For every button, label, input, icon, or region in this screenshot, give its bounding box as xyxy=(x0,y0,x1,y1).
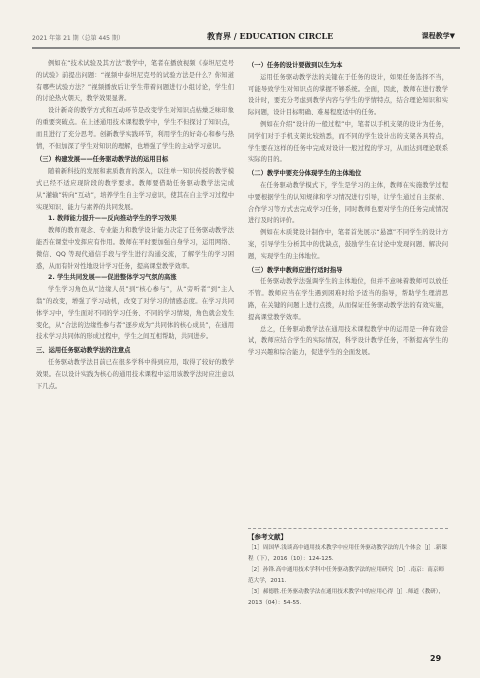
page-header xyxy=(32,28,460,46)
references xyxy=(248,528,448,609)
section-heading: 1. 教师能力提升——反向推动学生的学习效果 xyxy=(48,215,177,223)
section-label: 课程教学▼ xyxy=(421,32,455,40)
left-column xyxy=(36,58,234,392)
paragraph: 设计新奇的教学方式和互动环节是改变学生对知识点枯燥乏味印象的重要突破点。在上述通用技术课程教学中，学生不但探讨了知识点，而且进行了充分思考。创新教学实践环节，利用学生的好奇心和参与热情，不但加深了学生对知识的理解，也增强了学生的主动学习意识。 xyxy=(36,107,234,150)
journal-title: 教育界 / EDUCATION CIRCLE xyxy=(207,31,334,41)
reference-item: ［3］郝德胜.任务驱动教学法在通用技术教学中的应用心得［J］.师道（教研），2013（04）：54-55. xyxy=(248,589,445,606)
reference-item: ［1］周国华.浅谈高中通用技术教学中应用任务驱动教学法的几个体会［J］.新课程（下），2016（10）：124-125. xyxy=(248,545,447,562)
paragraph: 随着新科技的发展和素质教育的深入，以往单一知识传授的教学模式已经不适应现阶段的教学要求。教师要借助任务驱动教学法完成从“灌输”转向“互动”，培养学生自主学习意识，使其在自主学习过程中实现知识、能力与素养的共同发展。 xyxy=(36,168,234,211)
page-number: 29 xyxy=(430,654,442,663)
section-heading: 2. 学生共同发展——促进整体学习气氛的高涨 xyxy=(48,274,177,282)
references-list xyxy=(248,543,448,609)
header-rule xyxy=(32,47,460,49)
paragraph: 任务驱动教学法目前已在很多学科中得到应用，取得了较好的教学效果。在以设计实践为核心的通用技术课程中运用该教学法时应注意以下几点。 xyxy=(36,358,234,390)
paragraph: 运用任务驱动教学法的关键在于任务的设计，如果任务选择不当，可能导致学生对知识点的掌握不够系统。全面，因此，教师在进行教学设计时，要充分考虑到教学内容与学生的学情特点，结合理论知识和实际问题，设计目标明确、难易程度适中的任务。 xyxy=(248,73,448,117)
issue-info: 2021 年第 21 期（总第 445 期） xyxy=(32,35,124,42)
section-heading: （二）教学中要充分体现学生的主体地位 xyxy=(248,170,362,178)
reference-item: ［2］孙锋.高中通用技术学科中任务驱动教学法的应用研究［D］.南京：南京师范大学，2011. xyxy=(248,567,445,584)
section-heading: （三）教学中教师应进行适时指导 xyxy=(248,266,343,274)
paragraph: 任务驱动教学法强调学生的主体地位，但并不意味着教师可以放任不管。教师应当在学生遇到困难时给予适当的指导，帮助学生理清思路，在关键的问题上进行点拨，从而保证任务驱动教学法的有效实施，提高课堂教学效率。 xyxy=(248,278,448,321)
paragraph: 例如在“技术试验及其方法”教学中，笔者在播放视频《泰坦尼克号的试验》前提出问题：“视频中泰坦尼克号的试验方法是什么？你知道有哪些试验方法？”视频播放后让学生带着问题进行小组讨论，学生们的讨论热火朝天，教学效果显著。 xyxy=(36,60,234,103)
paragraph: 学生学习角色从“边缘人员”到“核心参与”，从“旁听者”到“主人翁”的改变，增强了学习动机，改变了对学习的情感态度。在学习共同体学习中，学生面对不同的学习任务、不同的学习情境，角色就会发生变化，从“合法的边缘性参与者”逐步成为“共同体的核心成员”，在通用技术学习共同体的形成过程中，学生之间互相帮助，共同进步。 xyxy=(36,286,234,341)
paragraph: 例如在介绍“设计的一般过程”中，笔者以手机支架的设计为任务，同学们对于手机支架比较熟悉，而不同的学生设计出的支架各具特点，学生要在这样的任务中完成对设计一般过程的学习，从而达到理论联系实际的目的。 xyxy=(248,120,448,164)
section-heading: 三、运用任务驱动教学法的注意点 xyxy=(36,347,131,355)
paragraph: 例如在木质凳设计制作中，笔者首先展示“悬凛”不同学生的设计方案，引导学生分析其中的优缺点，鼓励学生在讨论中发现问题、解决问题，实现学生的主体地位。 xyxy=(248,229,448,260)
section-heading: （一）任务的设计要做到以生为本 xyxy=(248,62,343,69)
paragraph: 教师的教育观念、专业能力和教学设计能力决定了任务驱动教学法能否在课堂中发挥应有作用。教师在平时要加强自身学习，运用网络、微信、QQ 等现代通信手段与学生进行沟通交流，了解学生的学习困惑，从而有针对性地设计学习任务，提高课堂教学效率。 xyxy=(36,227,234,270)
paragraph: 在任务驱动教学模式下，学生是学习的主体，教师在实施教学过程中要根据学生的认知规律和学习情况进行引导，让学生通过自主探索、合作学习等方式去完成学习任务，同时教师也要对学生的任务完成情况进行及时的评价。 xyxy=(248,181,448,225)
paragraph: 总之，任务驱动教学法在通用技术课程教学中的运用是一种有效尝试，教师应结合学生的实际情况，科学设计教学任务，不断提高学生的学习兴趣和综合能力，促进学生的全面发展。 xyxy=(248,325,448,357)
section-heading: （三）构建发展——任务驱动教学法的运用目标 xyxy=(36,156,169,164)
references-title: 【参考文献】 xyxy=(248,533,287,541)
right-column xyxy=(248,58,448,359)
